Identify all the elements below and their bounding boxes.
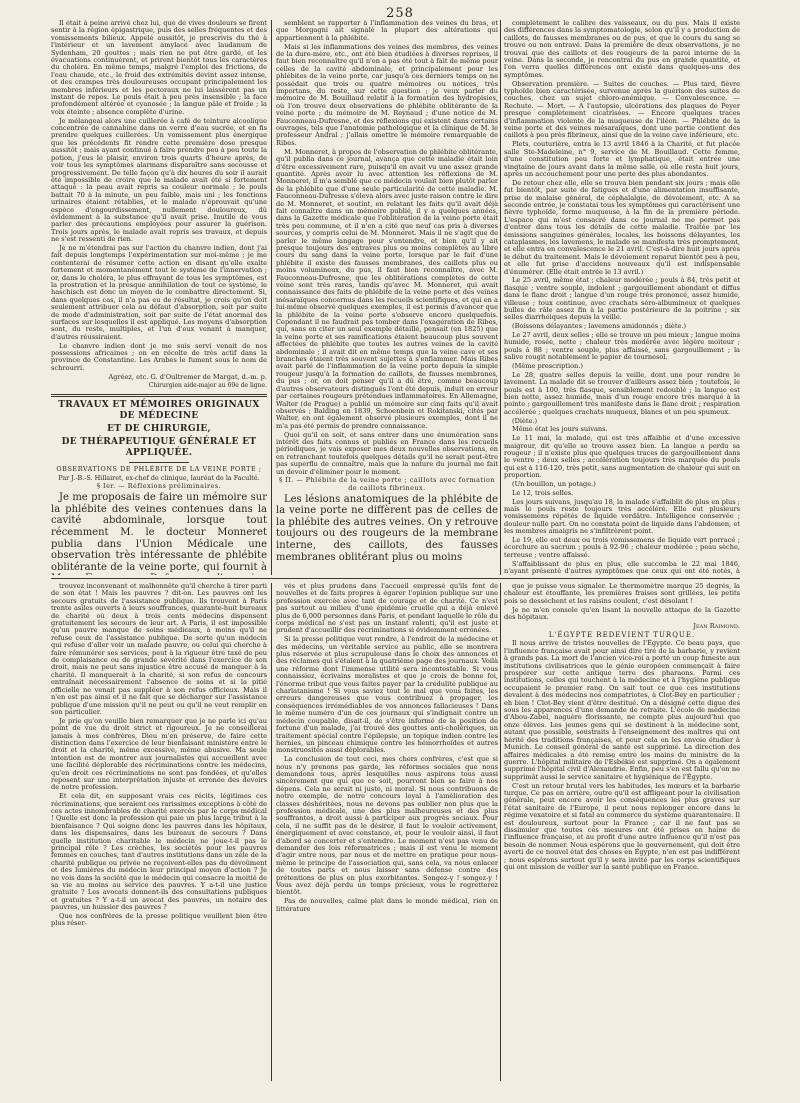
section-title-line-2: ET DE CHIRURGIE, — [107, 423, 211, 434]
subsection-heading: § II. — Phlébite de la veine porte ; caillots avec formation de caillots fibrineux. — [278, 476, 495, 492]
paragraph: Le 11 mai, la malade, qui est très affaiblie et d'une excessive maigreur, dit qu'elle se trouve assez bien. La langue a perdu sa rougeur ; il n'existe plus que quelques traces de gargouillement dans le ventre ; deux selles ; accélération toujours très marquée du pouls qui est à 116-120, très petit, sans augmentation de chaleur qui suit en proportion. — [504, 434, 740, 480]
paragraph: S'affaiblissant de plus en plus, elle succomba le 22 mai 1846, n'ayant présenté d'autres symptômes que ceux qui ont été notés, à — [504, 559, 740, 575]
section-divider-short — [129, 462, 189, 463]
paragraph: Le 25 avril, même état ; chaleur modérée ; pouls à 84, très petit et flasque ; ventre souple, indolent ; gargouillement abondant et diffus dans le flanc droit ; langue d'un rouge très prononcé, assez humide, villeuse ; toux continue, avec crachats séro-albumineux et quelques bulles de râle assez fin à la partie postérieure de la poitrine ; six selles diarrhéiques depuis la veille. — [504, 276, 740, 322]
letter-signature: Agréez, etc. G. d'Oultremer de Margat, d.-m. p. — [108, 372, 267, 381]
article-byline: Par J.-B.-S. Hillairet, ex-chef de clinique, lauréat de la Faculté. — [58, 473, 260, 482]
paragraph: (Même prescription.) — [512, 362, 583, 371]
paragraph: Le 19, elle eut deux ou trois vomissemens de liquide vert porracé ; écorchure au sacrum ; pouls à 92-96 ; chaleur modérée ; peau sèche, terreuse ; ventre affaissé. — [504, 536, 740, 559]
egypt-article-title: L'ÉGYPTE REDEVIENT TURQUE. — [548, 630, 696, 639]
paragraph: Les jours suivans, jusqu'au 18, la malade s'affaiblit de plus en plus ; mais le pouls reste toujours très accéléré. Elle eut plusieurs vomissemens répétés de liquide verdâtre. Intelligence conservée ; douleur nulle part. On ne constata point de liquide dans l'abdomen, et les membres amaigris ne s'infiltrèrent point. — [504, 497, 740, 536]
paragraph: trouvez inconvenant et malhonnête qu'il cherche à tirer parti de son état ! Mais les pauvres ? dit-on. Les pauvres ont les secours gratuits de l'assistance publique. Ils trouvent à Paris trente asiles ouverts à leurs souffrances, quarante-huit bureaux de charité où deux à trois cents médecins dispensent gratuitement les secours de leur art. A Paris, il est impossible qu'un pauvre manque de soins médicaux, à moins qu'il ne refuse ceux de l'assistance publique. De sorte qu'un médecin qui refuse d'aller voir un malade pauvre, ou celui qui cherche à faire rémunérer ses services, peut à la rigueur être taxé de peu de complaisance ou de grande sévérité dans l'exercice de son droit, mais ne peut sans injustice être accusé de manquer à la charité. Il manquerait à la charité, si son refus de concours entraînait nécessairement l'absence de soins et si la pitié officielle ne venait pas suppléer à son refus officieux. Mais il n'en est pas ainsi et il ne fait que se décharger sur l'assistance publique d'une mission qu'il ne peut ou qu'il ne veut remplir en son particulier. — [51, 583, 267, 716]
page-number: 258 — [386, 6, 414, 21]
column-top-right — [504, 20, 740, 575]
column-top-middle — [276, 20, 498, 575]
lead-paragraph: Je me proposais de faire un mémoire sur la phlébite des veines contenues dans la cavité abdominale, lorsque tout récemment M. le docteur Monneret publia dans l'Union Médicale une observation très intéressante de phlébite oblitérante de la veine porte, qui fournit à — [51, 492, 267, 573]
column-rule — [271, 20, 272, 575]
lead-paragraph: Les lésions anatomiques de la phlébite de la veine porte ne diffèrent pas de celles de la phlébite des autres veines. On y retrouve toujours ou des rougeurs de la membrane interne, des caillots, des fausses membranes oblitérant plus ou moins — [276, 493, 498, 563]
paragraph: Je mélangeai alors une cuillerée à café de teinture alcoolique concentrée de cannabine dans un verre d'eau sucrée, et en fis prendre quelques cuillerées. Un vomissement plus énergique que les précédents fit rendre cette première dose presque aussitôt ; mais ayant continué à faire prendre peu à peu toute la potion, j'eus le plaisir, environ trois quarts d'heure après, de voir tous les symptômes alarmans disparaître sans secousse et progressivement. De telle façon qu'à dix heures du soir il aurait été impossible de croire que le malade avait été si fortement attaqué : la peau avait repris sa couleur normale ; le pouls battait 70 à la minute, un peu faible, mais uni ; les fonctions urinaires étaient rétablies, et le malade n'éprouvait qu'une espèce d'engourdissement, nullement douloureux, dû évidemment à la substance qu'il avait prise. Inutile de vous parler des précautions employées pour assurer la guérison. Trois jours après, le malade avait repris ses travaux, et depuis ne s'est ressenti de rien. — [51, 116, 267, 244]
column-bottom-right — [504, 583, 740, 1081]
paragraph: Je ne m'en console qu'en lisant la nouvelle attaque de la Gazette des hôpitaux. — [504, 605, 740, 622]
paragraph: Observation première. — Suites de couches. — Plus tard, fièvre typhoïde bien caractérisée, survenue après la guérison des suites de couches, chez un sujet chloro-anémique. — Convalescence. — Rechute. — Mort. — A l'autopsie, ulcérations des plaques de Peyer presque complètement cicatrisées. — Encore quelques traces d'inflammation violente de la muqueuse de l'iléon. — Phlébite de la veine porte et des veines mésaraïques, dont une partie contient des caillots à peu près fibrineux, ainsi que de la veine cave inférieure, etc. — [504, 79, 740, 140]
column-rule — [271, 583, 272, 1081]
paragraph: Le 27 avril, deux selles ; elle se trouve un peu mieux ; langue moins humide, rosée, nette ; chaleur très modérée avec légère moiteur ; pouls à 88 ; ventre souple, plus affaissé, sans gargouillement ; la salive rougit notablement le papier de tournesol. — [504, 331, 740, 362]
paragraph: Plets, couturière, entra le 13 avril 1846 à la Charité, et fut placée salle Ste-Madeleine, n° 9, service de M. Bouillaud. Cette femme, d'une constitution peu forte et lymphatique, était entrée une vingtaine de jours avant dans la même salle, où elle resta huit jours, après un accouchement pour une perte des plus abondantes. — [504, 140, 740, 178]
column-bottom-middle — [276, 583, 498, 1081]
paragraph: (Diète.) — [512, 416, 538, 425]
paragraph: semblent se rapporter à l'inflammation des veines du bras, et que Morgagni ait signalé la plupart des altérations qui appartiennent à la phlébite. — [276, 20, 498, 42]
paragraph: Mais si les inflammations des veines des membres, des veines de la dure-mère, etc., ont été bien étudiées à diverses reprises, il faut bien reconnaître qu'il n'en a pas été tout à fait de même pour celles de la cavité abdominale, et principalement pour les phlébites de la veine porte, car jusqu'à ces derniers temps on ne possédait que trois ou quatre mémoires ou notices, très importans, du reste, sur cette question ; je veux parler du mémoire de M. Bouillaud relatif à la formation des hydropisies, où l'on trouve deux observations de phlébite oblitérante de la veine porte ; du mémoire de M. Reynaud ; d'une notice de M. Fauconneau-Dufresne, et des réflexions qui existent dans certains ouvrages, tels que l'anatomie pathologique et la clinique de M. le professeur Andral ; j'allais omettre le mémoire remarquable de Ribes. — [276, 42, 498, 147]
feuilleton-signature: Jean Raimond. — [693, 621, 740, 630]
column-top-left — [51, 20, 267, 575]
paragraph: Le 28, quatre selles depuis la veille, dont une pour rendre le lavement. La malade dit se trouver d'ailleurs assez bien ; toutefois, le pouls est à 100, très flasque, sensiblement redoublé ; la langue est bien nette, assez humide, mais d'un rouge encore très marqué à la pointe ; gargouillement très manifeste dans le flanc droit ; respiration accélérée ; quelques crachats muqueux, blancs et un peu spumeux. — [504, 370, 740, 416]
paragraph: Même état les jours suivans. — [512, 425, 608, 434]
paragraph: complètement le calibre des vaisseaux, ou du pus. Mais il existe des différences dans la symptomatologie, selon qu'il y a production de caillots, de fausses membranes ou de pus, et que le cours du sang se trouve ou non entravé. Dans la première de deux observations, je ne trouvai que des caillots et des rougeurs de la paroi interne de la veine. Dans la seconde, je rencontrai du pus en grande quantité, et l'on verra quelles différences ont existé dans quelques-uns des symptômes. — [504, 20, 740, 79]
paragraph: Le 12, trois selles. — [512, 488, 574, 497]
paragraph: vés et plus prudens dans l'accueil empressé qu'ils font de nouvelles et de faits propres à égarer l'opinion publique sur une profession exercée avec tant de courage et de charité. Ce n'est pas surtout au milieu d'une épidémie cruelle qui a déjà enlevé plus de 6,000 personnes dans Paris, et pendant laquelle le rôle du corps médical ne s'est pas un instant ralenti, qu'il est juste et prudent d'accueillir des récriminations si évidemment erronées. — [276, 583, 498, 635]
column-rule — [500, 20, 501, 575]
paragraph: Je prie qu'on veuille bien remarquer que je ne parle ici qu'au point de vue du droit strict et rigoureux. Je ne conseillerai jamais à mes confrères, Dieu m'en préserve, de faire cette distinction dans l'exercice de leur bienfaisant ministère entre le droit et la charité, même excessive, même abusive. Ma seule intention est de montrer aux journalistes qui accueillent avec une facilité déplorable des récriminations contre les médecins, qu'en droit ces récriminations ne sont pas fondées, et qu'elles reposent sur une interprétation injuste et erronée des devoirs de notre profession. — [51, 716, 267, 792]
paragraph: La conclusion de tout ceci, mes chers confrères, c'est que si nous n'y prenons pas garde, les réformes sociales que nous demandons tous, après lesquelles nous aspirons tous aussi sincèrement que qui que ce soit, pourront bien se faire à nos dépens. Cela ne serait ni juste, ni moral. Si nous contribuons de notre exemple, de notre concours loyal à l'amélioration des classes déshéritées, nous ne devons pas oublier non plus que la profession médicale, une des plus malheureuses et des plus souffrantes, a droit aussi à participer aux progrès sociaux. Pour cela, il ne suffit pas de le désirer, il faut le vouloir activement, énergiquement et avec constance, et, pour le vouloir ainsi, il faut d'abord se concerter et s'entendre. Le moment n'est pas venu de demander des lois réformatrices ; mais il est venu le moment d'agir entre nous, par nous et de mettre en pratique pour nous-même le principe de l'association qui, sans cela, va nous enlacer de toutes parts et nous laisser sans défense contre des prétentions de plus en plus exorbitantes. Songez-y ! songez-y ! Vous avez déjà perdu un temps précieux, vous le regretterez bientôt. — [276, 755, 498, 897]
paragraph: Que nos confrères de la presse politique veuillent bien être plus réser- — [51, 912, 267, 928]
column-bottom-left — [51, 583, 267, 1081]
paragraph: Il nous arrive de tristes nouvelles de l'Égypte. Ce beau pays, que l'influence française avait pour ainsi dire tiré de la barbarie, y revient à grands pas. La mort de l'ancien vice-roi a porté un coup funeste aux institutions civilisatrices que le génie européen commençait à faire prospérer sur cette antique terre des pharaons. Parmi ces institutions, celles qui touchent à la médecine et à l'hygiène publique occupaient le premier rang. On sait tout ce que ces institutions devaient à des médecins nos compatriotes, à Clot-Bey en particulier ; eh bien ! Clot-Bey vient d'être destitué. On a désigné cette digue des sous les apparences d'une demande de retraite. L'école de médecine d'Abou-Zabel, naguère florissante, ne compte plus aujourd'hui que onze élèves. Les jeunes gens qui se destinent à la médecine sont, autant que possible, soustraits à l'enseignement des maîtres qui ont hérité des traditions françaises, et pour cela on les envoie étudier à Munich. Le conseil général de santé est supprimé. La direction des affaires médicales a été remise entre les mains du ministre de la guerre. L'hôpital militaire de l'Esbékié est supprimé. On a également supprimé l'hôpital civil d'Alexandrie. Enfin, peu s'en est fallu qu'on ne supprimât aussi le service sanitaire et hygiénique de l'Égypte. — [504, 639, 740, 781]
article-title: OBSERVATIONS DE PHLÉBITE DE LA VEINE PORTE ; — [56, 464, 262, 473]
paragraph: Je ne m'étendrai pas sur l'action du chanvre indien, dont j'ai fait depuis longtemps l'expérimentation sur moi-même ; je me contenterai de résumer cette action en disant qu'elle exalte fortement et momentanément tout le système de l'innervation ; or, dans le choléra, le plus effrayant de tous les symptômes, est la prostration et la presque annihilation de tout ce système, le haschisch est donc un moyen de le combattre directement. Si, dans quelques cas, il n'a pas eu de résultat, je crois qu'on doit seulement attribuer cela au défaut d'absorption, soit par suite de mode d'administration, soit par suite de l'état anormal des surfaces sur lesquelles il est appliqué. Les moyens d'absorption sont, du reste, multiples, et l'un d'eux venant à manquer, d'autres réussiraient. — [51, 243, 267, 341]
paragraph: Il était à peine arrivé chez lui, que de vives douleurs se firent sentir à la région épigastrique, puis des selles fréquentes et des vomissements bilieux. Appelé aussitôt, je prescrivis du thé à l'intérieur et un lavement amylacé avec laudanum de Sydenham, 20 gouttes ; mais rien ne put être gardé, et les évacuations continuèrent, et prirent bientôt tous les caractères du choléra. En même temps, malgré l'emploi des frictions, de l'eau chaude, etc., le froid des extrémités devint assez intense, et des crampes très douloureuses occupant principalement les membres inférieurs et les pectoraux ne lui laissèrent pas un instant de repos. Le pouls était à peu près insensible ; la face profondément altérée et cyanosée ; la langue pâle et froide ; la voix éteinte ; absence complète d'urine. — [51, 20, 267, 116]
paragraph: Quoi qu'il en soit, et sans entrer dans une énumération sans intérêt des faits connus et publiés en France dans les recueils périodiques, je vais exposer mes deux nouvelles observations, en en retranchant toutefois quelques détails qu'il ne serait peut-être pas superflu de connaître, mais que la nature du journal me fait un devoir d'éliminer pour le moment. — [276, 430, 498, 476]
column-rule — [500, 583, 501, 1081]
paragraph: Le chanvre indien dont je me suis servi venait de nos possessions africaines ; on en récolte de très actif dans la province de Constantine. Les Arabes le fument sous le nom de schrourri. — [51, 341, 267, 372]
section-divider — [51, 394, 267, 397]
paragraph: que je puisse vous signaler. Le thermomètre marque 25 degrés, la chaleur est étouffante, les premières fraises sont grillées, les petits pois se dessèchent et les raisins coulent, c'est désolant ! — [504, 583, 740, 605]
paragraph: C'est un retour brutal vers les habitudes, les mœurs et la barbarie turque. Ce pas en arrière, outre qu'il est affligeant pour la civilisation générale, peut encore avoir les conséquences les plus graves sur l'état sanitaire de l'Europe, il peut nous replonger encore dans le régime vexatoire et si fatal au commerce du système quarantenaire. Il est douloureux, surtout pour la France ; car il ne faut pas se dissimuler que toutes ces mesures ont été prises en haine de l'influence française, et au profit d'une autre influence qu'il n'est pas besoin de nommer. Nous espérons que le gouvernement, qui doit être averti de ce nouvel état des choses en Égypte, n'en est pas indifférent ; nous espérons surtout qu'il y sera invité par les corps scientifiques qui ont mission de veiller sur la santé publique en France. — [504, 781, 740, 871]
paragraph: (Un bouillon, un potage.) — [512, 480, 596, 489]
section-title-line-3: DE THÉRAPEUTIQUE GÉNÉRALE ET APPLIQUÉE. — [61, 436, 257, 458]
feuilleton-divider — [51, 578, 740, 579]
subsection-heading: § Ier. — Réflexions préliminaires. — [96, 482, 222, 491]
signature-role: Chirurgien aide-major au 69e de ligne. — [148, 382, 267, 390]
paragraph: (Boissons délayantes ; lavemens amidonnés ; diète.) — [512, 322, 687, 331]
paragraph: Pas de nouvelles, calme plat dans le monde médical, rien en littérature — [276, 897, 498, 913]
paragraph: M. Monneret, à propos de l'observation de phlébite oblitérante, qu'il publia dans ce journal, avança que cette maladie était loin d'être excessivement rare, puisqu'il en avait vu une assez grande quantité. Après avoir lu avec attention les réflexions de M. Monneret, il m'a semblé que ce médecin voulait bien plutôt parler de la phlébite que d'une seule particularité de cette maladie. M. Fauconneau-Dufresse s'éleva alors avec juste raison contre le dire de M. Monneret, et soutint, en relatant les faits qu'il avait déjà fait connaître dans un mémoire publié, il y a quelques années, dans la Gazette médicale que l'oblitération de la veine porte était très peu commune, et il n'en a cité que neuf cas pris à diverses sources, y compris celui de M. Monneret. Mais il ne s'agit que de parler le même langage pour s'entendre, et bien qu'il y ait presque toujours des entraves plus ou moins complètes au libre cours du sang dans la veine porte, lorsque par le fait d'une phlébite il existe des fausses membranes, des caillots plus ou moins volumineux, du pus, il faut bien reconnaître, avec M. Fauconneau-Dufresne, que les oblitérations complètes de cette veine sont très rares, tandis qu'avec M. Monneret, qui avait connaissance des faits de phlébite de la veine porte et des veines mésaraïques concernus dans les recueils scientifiques, et qui en a lui-même observé quelques exemples, il est permis d'avancer que la phlébite de la veine porte s'observe encore quelquefois. Cependant il ne faudrait pas tomber dans l'exagération de Ribes, qui, sans en citer un seul exemple détaillé, pensait (en 1825) que la veine porte et ses ramifications étaient beaucoup plus souvent affectées de phlébite que toutes les autres veines de la cavité abdominale ; il avait dit en même temps que la veine cave et ses branches étaient très souvent sujettes à s'enflammer. Mais Ribes avait parlé de l'inflammation de la veine porte depuis la simple rougeur jusqu'à la formation de caillots, de fausses membranes, du pus ; or, on doit penser qu'il a dû être, comme beaucoup d'autres observateurs distingués l'ont été depuis, induit en erreur par certaines rougeurs prétendues inflammatoires. En Allemagne, Walter (de Prague) a publié un mémoire sur cinq faits qu'il avait observés ; Balding en 1839, Schoenbein et Rokitanski, cités par Walter, en ont également observé plusieurs exemples, dont il ne m'a pas été permis de prendre connaissance. — [276, 147, 498, 430]
paragraph: De retour chez elle, elle se trouva bien pendant six jours ; mais elle fut bientôt, par suite de fatigues et d'une alimentation insuffisante, prise de malaise général, de céphalalgie, de dévoiement, etc. A sa seconde entrée, je constatai tous les symptômes qui caractérisent une fièvre typhoïde, forme muqueuse, à la fin de la première période. L'espace qui m'est consacré dans ce journal ne me permet pas d'entrer dans tous les détails de cette maladie. Traitée par les émissions sanguines générales, locales, les boissons délayantes, les cataplasmes, les lavemens, le malade se manifesta très promptement, et elle entra en convalescence le 21 avril. C'est-à-dire huit jours après le début du traitement. Mais le dévoiement reparut bientôt peu à peu, et elle fut prise d'accidens nouveaux qu'il est indispensable d'énumérer. (Elle était entrée le 13 avril.) — [504, 178, 740, 276]
paragraph: Et cela dit, en supposant vrais ces récits, légitimes ces récriminations, que seraient ces rarissimes exceptions à côté de ces actes innombrables de charité exercés par le corps médical ! Quelle est donc la profession qui paie un plus large tribut à la bienfaisance ? Qui soigne donc les pauvres dans les hôpitaux, dans les dispensaires, dans les bureaux de secours ? Dans quelle institution charitable le médecin ne joue-t-il pas le principal rôle ? Les crèches, les sociétés pour les pauvres femmes en couches, tant d'autres institutions dans un zèle de la charité publique ou privée ne reçoivent-elles pas du dévoûment et des lumières du médecin leur principal moyen d'action ? Je ne vois dans la société que le médecin qui consacre la moitié de sa vie au moins au service des pauvres. Y a-t-il une justice gratuite ? Les avocats donnent-ils des consultations publiques et gratuites ? Y a-t-il un avocat des pauvres, un notaire des pauvres, un huissier des pauvres ? — [51, 792, 267, 912]
section-title-line-1: TRAVAUX ET MÉMOIRES ORIGINAUX DE MÉDECINE — [58, 399, 260, 421]
paragraph: Si la presse politique veut rendre, à l'endroit de la médecine et des médecins, un véritable service au public, elle se montrera plus réservée et plus scrupuleuse dans le choix des annonces et des réclames qui s'étalent à la quatrième page des journaux. Voilà une réforme dont l'immense utilité sera incontestable. Si vous connaissiez, écrivains moralistes et que je crois de bonne foi, l'énorme tribut que vous faites payer par la crédulité publique au charlatanisme ! Si vous saviez tout le mal que vous faites, les erreurs dangereuses que vous contribuez à propager, les conséquences irrémédiables de vos annonces fallacieuses ! Dans le même numéro d'un de ces journaux qui s'indignait contre un médecin coupable, disait-il, de s'être informé de la position de fortune d'un malade, j'ai trouvé des gouttes anti-cholériques, un traitement spécial contre l'épilepsie, un topique indien contre les hernies, un pinceau chimique contre les hémorrhoïdes et autres monstruosités aussi déplorables. — [276, 635, 498, 755]
